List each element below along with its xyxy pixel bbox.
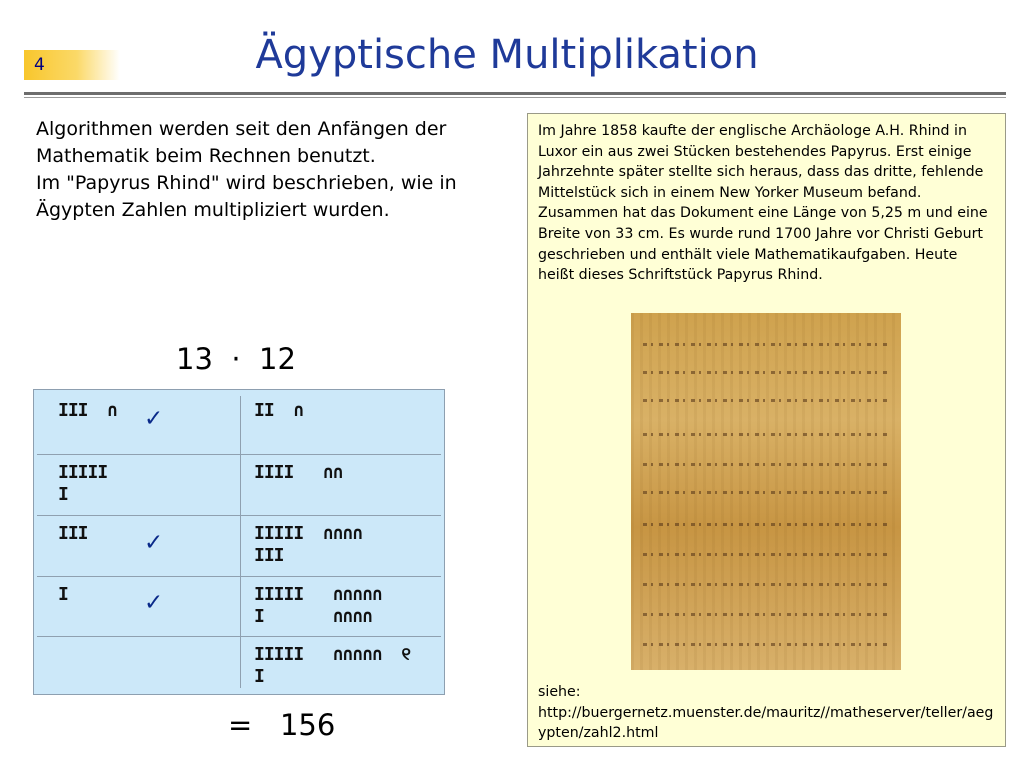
table-row-divider — [37, 454, 441, 455]
papyrus-script-line — [643, 343, 889, 346]
slide-number: 4 — [34, 55, 45, 75]
checkmark-icon: ✓ — [144, 406, 164, 432]
source-label: siehe: — [538, 684, 581, 700]
info-text: Im Jahre 1858 kaufte der englische Archäologe A.H. Rhind in Luxor ein aus zwei Stücken bestehendes Papyrus. Erst einige Jahrzehnte später stellte sich heraus, dass das dritte, fehlende Mittelstück sich in einem New Yorker Museum befand. Zusammen hat das Dokument eine Länge von 5,25 m und eine Breite von 33 cm. Es wurde rund 1700 Jahre vor Christi Geburt geschrieben und enthält viele Mathematikaufgaben. Heute heißt dieses Schriftstück Papyrus Rhind. — [538, 123, 988, 284]
table-row-divider — [37, 636, 441, 637]
source-reference — [538, 682, 998, 744]
papyrus-script-line — [643, 643, 889, 646]
source-url: http://buergernetz.muenster.de/mauritz//matheserver/teller/aegypten/zahl2.html — [538, 704, 994, 742]
table-row-divider — [37, 515, 441, 516]
multiplication-equation: 13 · 12 — [176, 342, 296, 376]
papyrus-script-line — [643, 433, 889, 436]
table-row-divider — [37, 576, 441, 577]
papyrus-rhind-image — [631, 313, 901, 670]
checkmark-icon: ✓ — [144, 530, 164, 556]
table-row-4-right: IIIII ∩∩∩∩∩ I ∩∩∩∩ — [254, 584, 382, 627]
papyrus-script-line — [643, 523, 889, 526]
table-row-4-left: I — [58, 584, 68, 605]
info-box — [527, 113, 1006, 747]
hieroglyph-multiplication-table — [33, 389, 445, 695]
papyrus-script-line — [643, 371, 889, 374]
papyrus-script-line — [643, 491, 889, 494]
intro-text — [36, 116, 506, 224]
intro-line-1: Algorithmen werden seit den Anfängen der Mathematik beim Rechnen benutzt. — [36, 118, 447, 167]
title-divider — [24, 92, 1006, 95]
papyrus-script-line — [643, 553, 889, 556]
papyrus-script-line — [643, 399, 889, 402]
checkmark-icon: ✓ — [144, 590, 164, 616]
papyrus-script-line — [643, 613, 889, 616]
table-row-2-right: IIII ∩∩ — [254, 462, 343, 483]
table-column-divider — [240, 396, 241, 688]
title-divider-thin — [24, 97, 1006, 98]
slide-number-badge — [24, 50, 120, 80]
papyrus-script-line — [643, 583, 889, 586]
multiplication-result: = 156 — [228, 708, 336, 742]
table-row-3-left: III — [58, 523, 88, 544]
table-row-5-right: IIIII ∩∩∩∩∩ ୧ I — [254, 644, 410, 687]
papyrus-script-line — [643, 463, 889, 466]
slide-title: Ägyptische Multiplikation — [255, 32, 759, 78]
intro-line-2: Im "Papyrus Rhind" wird beschrieben, wie in Ägypten Zahlen multipliziert wurden. — [36, 172, 457, 221]
table-row-3-right: IIIII ∩∩∩∩ III — [254, 523, 363, 566]
table-row-1-right: II ∩ — [254, 400, 304, 421]
table-row-2-left: IIIII I — [58, 462, 108, 505]
table-row-1-left: III ∩ — [58, 400, 118, 421]
